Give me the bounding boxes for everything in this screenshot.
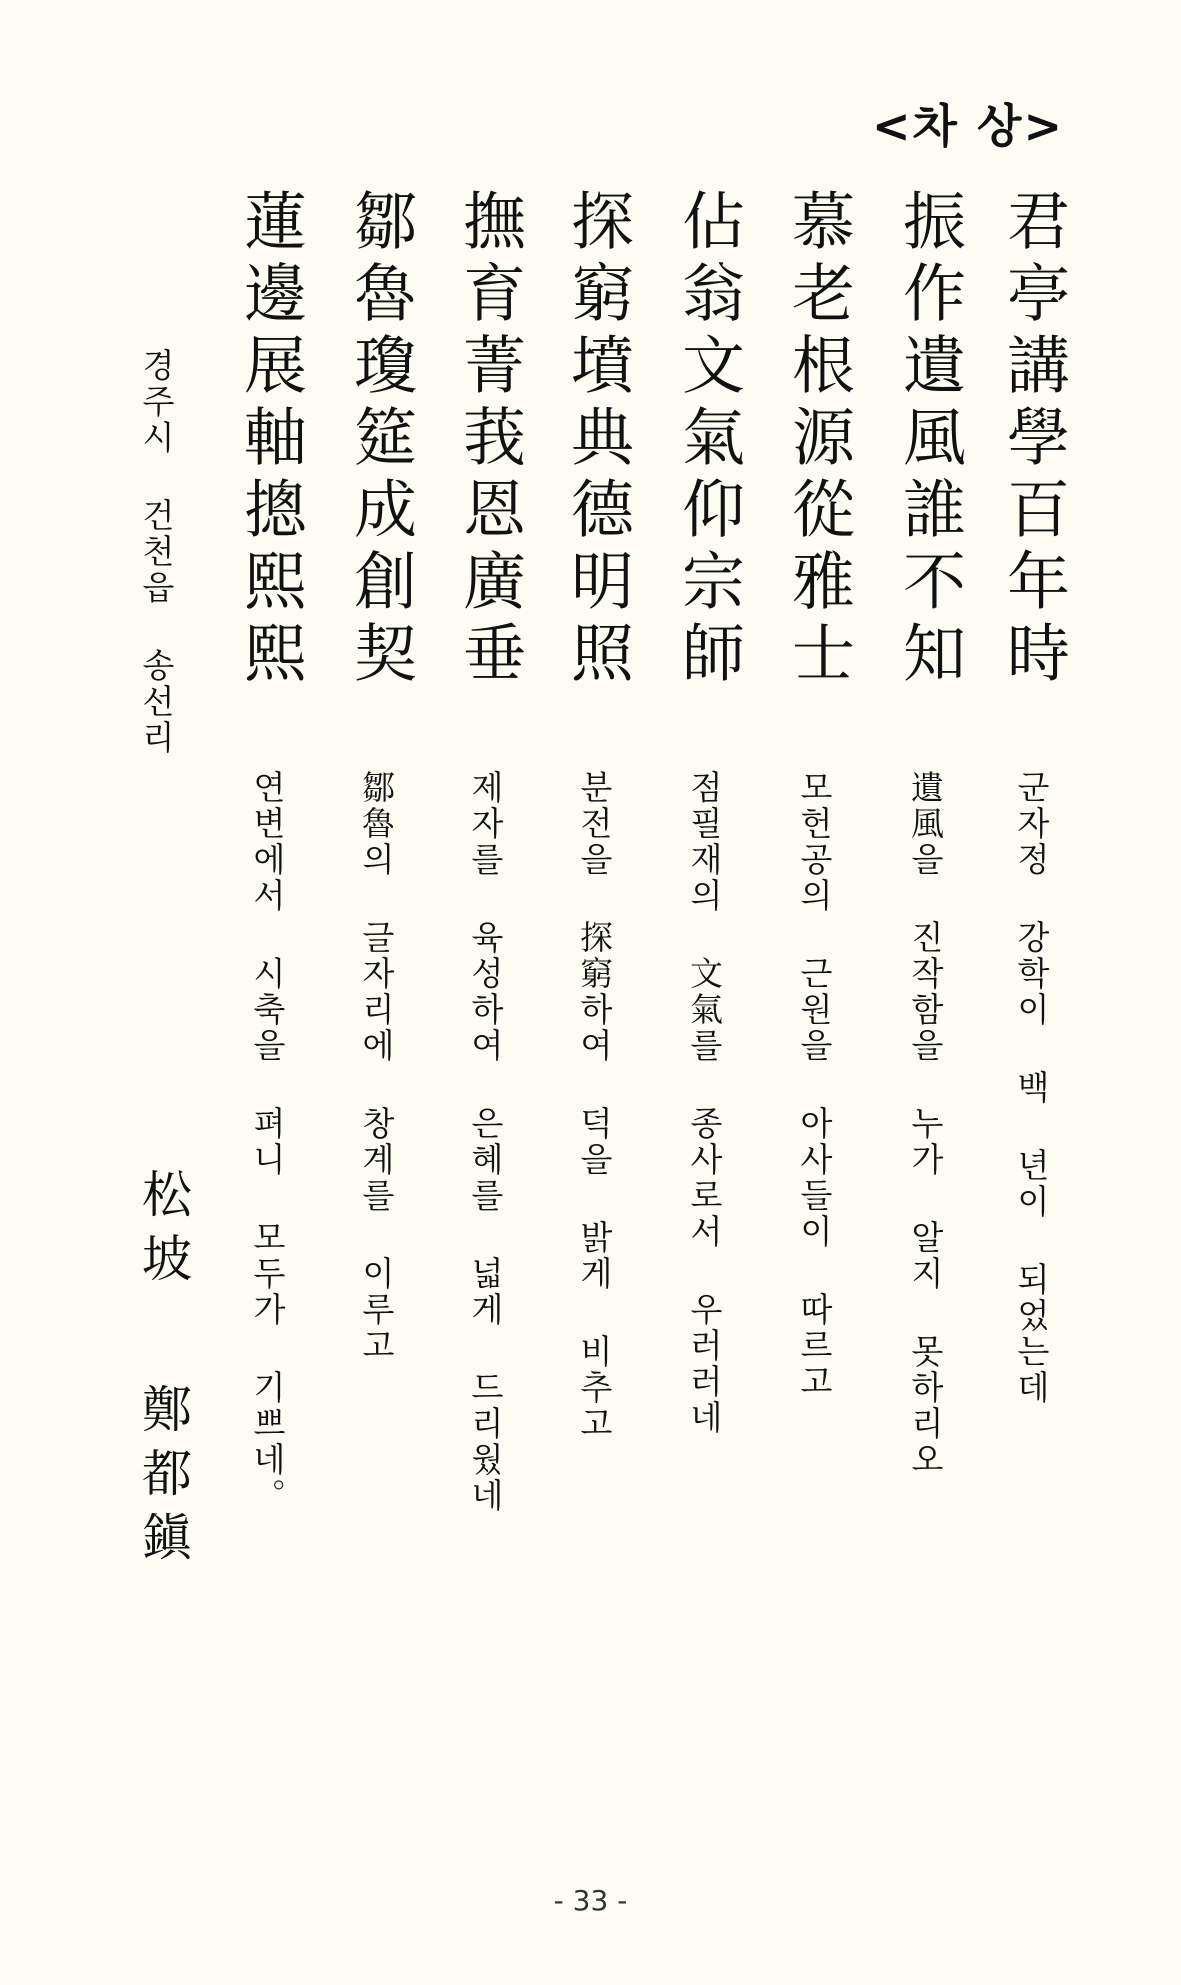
translation-line-7: 鄒魯의 글자리에 창계를 이루고	[357, 770, 396, 1364]
poem-line-5: 探窮墳典德明照	[561, 188, 634, 692]
poem-line-7: 鄒魯瓊筵成創契	[344, 188, 417, 692]
translation-line-4: 점필재의 文氣를 종사로서 우러러네	[685, 770, 724, 1436]
author-name: 鄭都鎭	[134, 1383, 192, 1575]
poem-line-2: 振作遺風誰不知	[893, 188, 966, 692]
translation-line-8: 연변에서 시축을 펴니 모두가 기쁘네。	[248, 770, 287, 1514]
poem-line-3: 慕老根源從雅士	[782, 188, 855, 692]
poem-line-4: 佔翁文氣仰宗師	[672, 188, 745, 692]
translation-line-3: 모헌공의 근원을 아사들이 따르고	[795, 770, 834, 1400]
poem-line-1: 君亭講學百年時	[997, 188, 1070, 692]
translation-line-2: 遺風을 진작함을 누가 알지 못하리오	[906, 770, 945, 1478]
poem-title: <차 상>	[872, 99, 1064, 153]
poem-line-8: 蓮邊展軸摠熙熙	[234, 188, 307, 692]
translation-line-6: 제자를 육성하여 은혜를 넓게 드리웠네	[466, 770, 505, 1514]
translation-line-5: 분전을 探窮하여 덕을 밝게 비추고	[575, 770, 614, 1442]
page-number: - 33 -	[553, 1884, 628, 1917]
translation-line-1: 군자정 강학이 백 년이 되었는데	[1012, 770, 1051, 1406]
poem-line-6: 撫育菁莪恩廣垂	[453, 188, 526, 692]
author-pen-name: 松坡	[134, 1168, 192, 1296]
author-address: 경주시 건천읍 송선리	[137, 348, 176, 756]
